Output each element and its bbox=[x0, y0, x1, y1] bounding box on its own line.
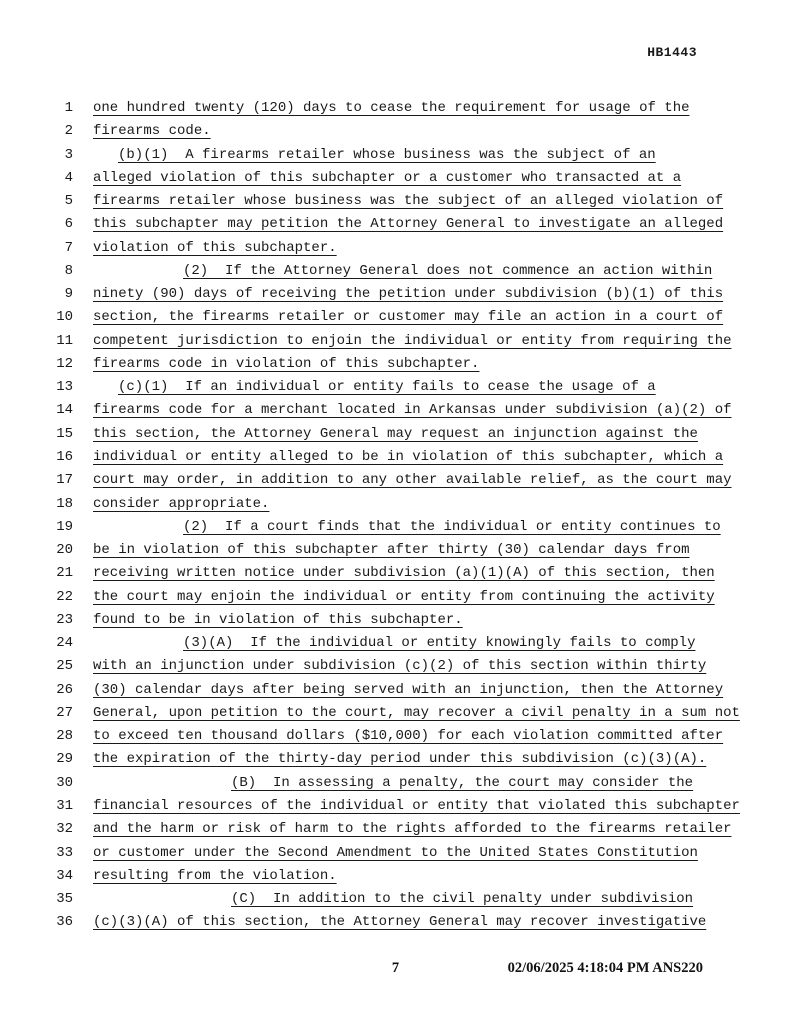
line-number: 10 bbox=[56, 309, 73, 326]
line-row bbox=[0, 655, 791, 678]
line-row bbox=[0, 237, 791, 260]
line-text: be in violation of this subchapter after thirty (30) calendar days from bbox=[93, 542, 690, 559]
line-text: the court may enjoin the individual or entity from continuing the activity bbox=[93, 588, 715, 605]
line-text: ninety (90) days of receiving the petition under subdivision (b)(1) of this bbox=[93, 286, 724, 303]
line-row bbox=[0, 888, 791, 911]
line-row bbox=[0, 772, 791, 795]
line-text: (c)(1) If an individual or entity fails to cease the usage of a bbox=[118, 379, 656, 396]
line-text: General, upon petition to the court, may recover a civil penalty in a sum not bbox=[93, 704, 740, 721]
line-number: 17 bbox=[56, 472, 73, 489]
line-row bbox=[0, 190, 791, 213]
line-number: 29 bbox=[56, 751, 73, 768]
line-text: (3)(A) If the individual or entity knowingly fails to comply bbox=[183, 635, 696, 652]
bill-number: HB1443 bbox=[647, 45, 697, 60]
line-row bbox=[0, 679, 791, 702]
line-text: individual or entity alleged to be in violation of this subchapter, which a bbox=[93, 448, 724, 465]
line-number: 2 bbox=[64, 123, 73, 140]
line-number: 23 bbox=[56, 611, 73, 628]
line-number: 32 bbox=[56, 821, 73, 838]
line-row bbox=[0, 144, 791, 167]
line-row bbox=[0, 399, 791, 422]
line-text: resulting from the violation. bbox=[93, 867, 337, 884]
line-number: 20 bbox=[56, 542, 73, 559]
line-number: 4 bbox=[64, 169, 73, 186]
line-text: with an injunction under subdivision (c)(2) of this section within thirty bbox=[93, 658, 707, 675]
line-number: 24 bbox=[56, 635, 73, 652]
line-text: receiving written notice under subdivision (a)(1)(A) of this section, then bbox=[93, 565, 715, 582]
line-row bbox=[0, 120, 791, 143]
line-row bbox=[0, 260, 791, 283]
footer-timestamp: 02/06/2025 4:18:04 PM ANS220 bbox=[507, 960, 703, 976]
line-text: (b)(1) A firearms retailer whose business was the subject of an bbox=[118, 146, 656, 163]
line-row bbox=[0, 516, 791, 539]
line-row bbox=[0, 353, 791, 376]
line-row bbox=[0, 748, 791, 771]
line-row bbox=[0, 702, 791, 725]
line-number: 12 bbox=[56, 355, 73, 372]
line-text: consider appropriate. bbox=[93, 495, 270, 512]
line-text: (B) In assessing a penalty, the court may consider the bbox=[231, 774, 694, 791]
line-row bbox=[0, 586, 791, 609]
line-text: to exceed ten thousand dollars ($10,000) for each violation committed after bbox=[93, 728, 724, 745]
line-text: alleged violation of this subchapter or a customer who transacted at a bbox=[93, 169, 682, 186]
page-footer bbox=[0, 960, 791, 980]
line-number: 28 bbox=[56, 728, 73, 745]
line-number: 7 bbox=[64, 239, 73, 256]
line-number: 35 bbox=[56, 891, 73, 908]
line-number: 11 bbox=[56, 332, 73, 349]
line-number: 1 bbox=[64, 100, 73, 116]
line-text: (c)(3)(A) of this section, the Attorney General may recover investigative bbox=[93, 914, 707, 931]
line-row bbox=[0, 97, 791, 120]
line-number: 27 bbox=[56, 704, 73, 721]
line-text: (2) If a court finds that the individual or entity continues to bbox=[183, 518, 721, 535]
line-number: 34 bbox=[56, 867, 73, 884]
line-number: 15 bbox=[56, 425, 73, 442]
line-text: violation of this subchapter. bbox=[93, 239, 337, 256]
line-row bbox=[0, 330, 791, 353]
line-row bbox=[0, 609, 791, 632]
line-text: one hundred twenty (120) days to cease the requirement for usage of the bbox=[93, 100, 690, 116]
line-number: 25 bbox=[56, 658, 73, 675]
line-row bbox=[0, 911, 791, 934]
line-number: 14 bbox=[56, 402, 73, 419]
line-text: competent jurisdiction to enjoin the individual or entity from requiring the bbox=[93, 332, 732, 349]
line-text: firearms code. bbox=[93, 123, 211, 140]
line-text: or customer under the Second Amendment to the United States Constitution bbox=[93, 844, 698, 861]
line-number: 26 bbox=[56, 681, 73, 698]
line-row bbox=[0, 725, 791, 748]
line-number: 36 bbox=[56, 914, 73, 931]
line-text: firearms retailer whose business was the subject of an alleged violation of bbox=[93, 193, 724, 210]
line-text: firearms code in violation of this subchapter. bbox=[93, 355, 480, 372]
line-number: 33 bbox=[56, 844, 73, 861]
line-row bbox=[0, 562, 791, 585]
line-text: (30) calendar days after being served with an injunction, then the Attorney bbox=[93, 681, 724, 698]
line-number: 22 bbox=[56, 588, 73, 605]
line-text: this section, the Attorney General may request an injunction against the bbox=[93, 425, 698, 442]
line-text: firearms code for a merchant located in Arkansas under subdivision (a)(2) of bbox=[93, 402, 732, 419]
page-number: 7 bbox=[391, 960, 400, 976]
line-row bbox=[0, 376, 791, 399]
line-number: 18 bbox=[56, 495, 73, 512]
line-number: 6 bbox=[64, 216, 73, 233]
line-row bbox=[0, 283, 791, 306]
line-number: 19 bbox=[56, 518, 73, 535]
line-number: 16 bbox=[56, 448, 73, 465]
line-row bbox=[0, 865, 791, 888]
line-text: the expiration of the thirty-day period under this subdivision (c)(3)(A). bbox=[93, 751, 707, 768]
line-row bbox=[0, 446, 791, 469]
line-number: 3 bbox=[64, 146, 73, 163]
line-row bbox=[0, 842, 791, 865]
bill-text-body bbox=[0, 97, 791, 935]
line-number: 21 bbox=[56, 565, 73, 582]
line-text: section, the firearms retailer or customer may file an action in a court of bbox=[93, 309, 724, 326]
line-number: 5 bbox=[64, 193, 73, 210]
line-number: 31 bbox=[56, 797, 73, 814]
line-row bbox=[0, 306, 791, 329]
line-text: court may order, in addition to any other available relief, as the court may bbox=[93, 472, 732, 489]
line-row bbox=[0, 213, 791, 236]
line-row bbox=[0, 469, 791, 492]
line-text: and the harm or risk of harm to the rights afforded to the firearms retailer bbox=[93, 821, 732, 838]
line-row bbox=[0, 423, 791, 446]
line-text: (C) In addition to the civil penalty under subdivision bbox=[231, 891, 694, 908]
line-row bbox=[0, 167, 791, 190]
line-text: this subchapter may petition the Attorney General to investigate an alleged bbox=[93, 216, 724, 233]
line-row bbox=[0, 795, 791, 818]
line-row bbox=[0, 539, 791, 562]
line-row bbox=[0, 818, 791, 841]
line-number: 9 bbox=[64, 286, 73, 303]
line-row bbox=[0, 632, 791, 655]
line-number: 8 bbox=[64, 262, 73, 279]
line-text: found to be in violation of this subchapter. bbox=[93, 611, 463, 628]
line-row bbox=[0, 493, 791, 516]
line-text: (2) If the Attorney General does not commence an action within bbox=[183, 262, 713, 279]
line-number: 30 bbox=[56, 774, 73, 791]
line-text: financial resources of the individual or entity that violated this subchapter bbox=[93, 797, 740, 814]
line-number: 13 bbox=[56, 379, 73, 396]
